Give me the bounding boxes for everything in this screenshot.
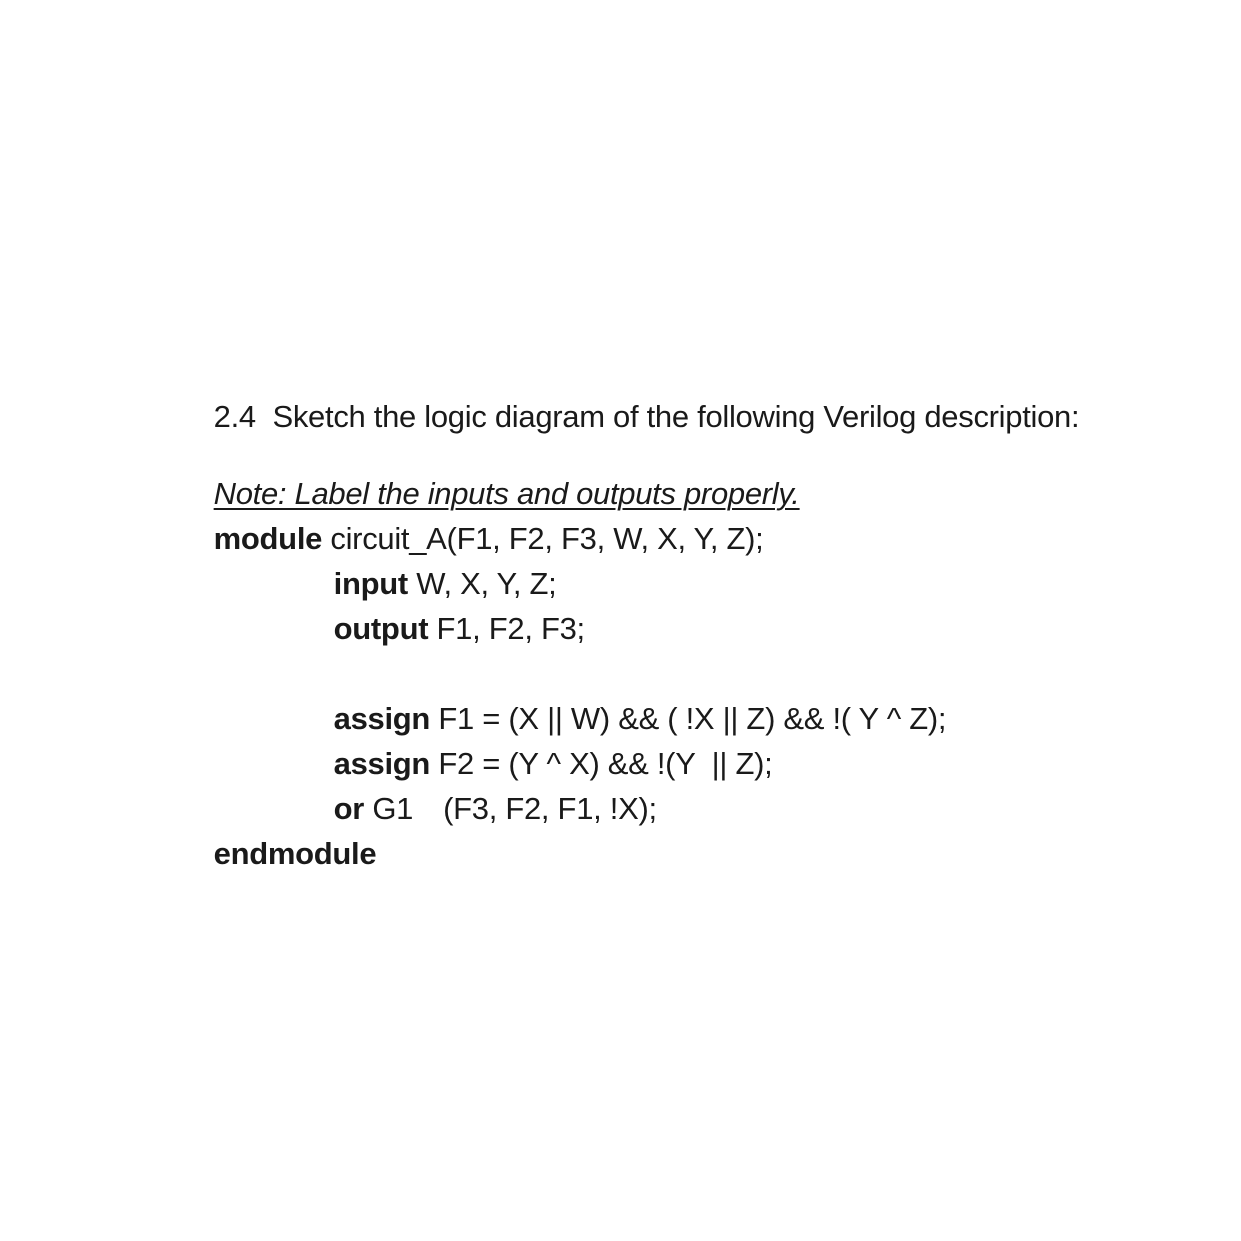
input-keyword: input: [333, 566, 408, 601]
question-number: 2.4: [213, 399, 256, 434]
output-list: F1, F2, F3;: [428, 611, 585, 646]
gate-instance-name: G1: [364, 791, 414, 826]
module-keyword: module: [213, 521, 323, 556]
code-endmodule-line: [197, 797, 376, 873]
input-list: W, X, Y, Z;: [407, 566, 557, 601]
code-output-line: [317, 572, 585, 648]
question-text: Sketch the logic diagram of the following Verilog description:: [272, 399, 1080, 434]
gate-arguments: (F3, F2, F1, !X);: [443, 791, 657, 826]
output-keyword: output: [333, 611, 429, 646]
module-declaration: circuit_A(F1, F2, F3, W, X, Y, Z);: [322, 521, 764, 556]
or-keyword: or: [333, 791, 365, 826]
assign-keyword: assign: [333, 746, 431, 781]
question-heading: [197, 360, 1079, 436]
assign-f2-expression: F2 = (Y ^ X) && !(Y || Z);: [430, 746, 773, 781]
endmodule-keyword: endmodule: [213, 836, 377, 871]
assign-keyword: assign: [333, 701, 431, 736]
assign-f1-expression: F1 = (X || W) && ( !X || Z) && !( Y ^ Z);: [430, 701, 947, 736]
note-text: Note: Label the inputs and outputs properly.: [213, 476, 800, 511]
